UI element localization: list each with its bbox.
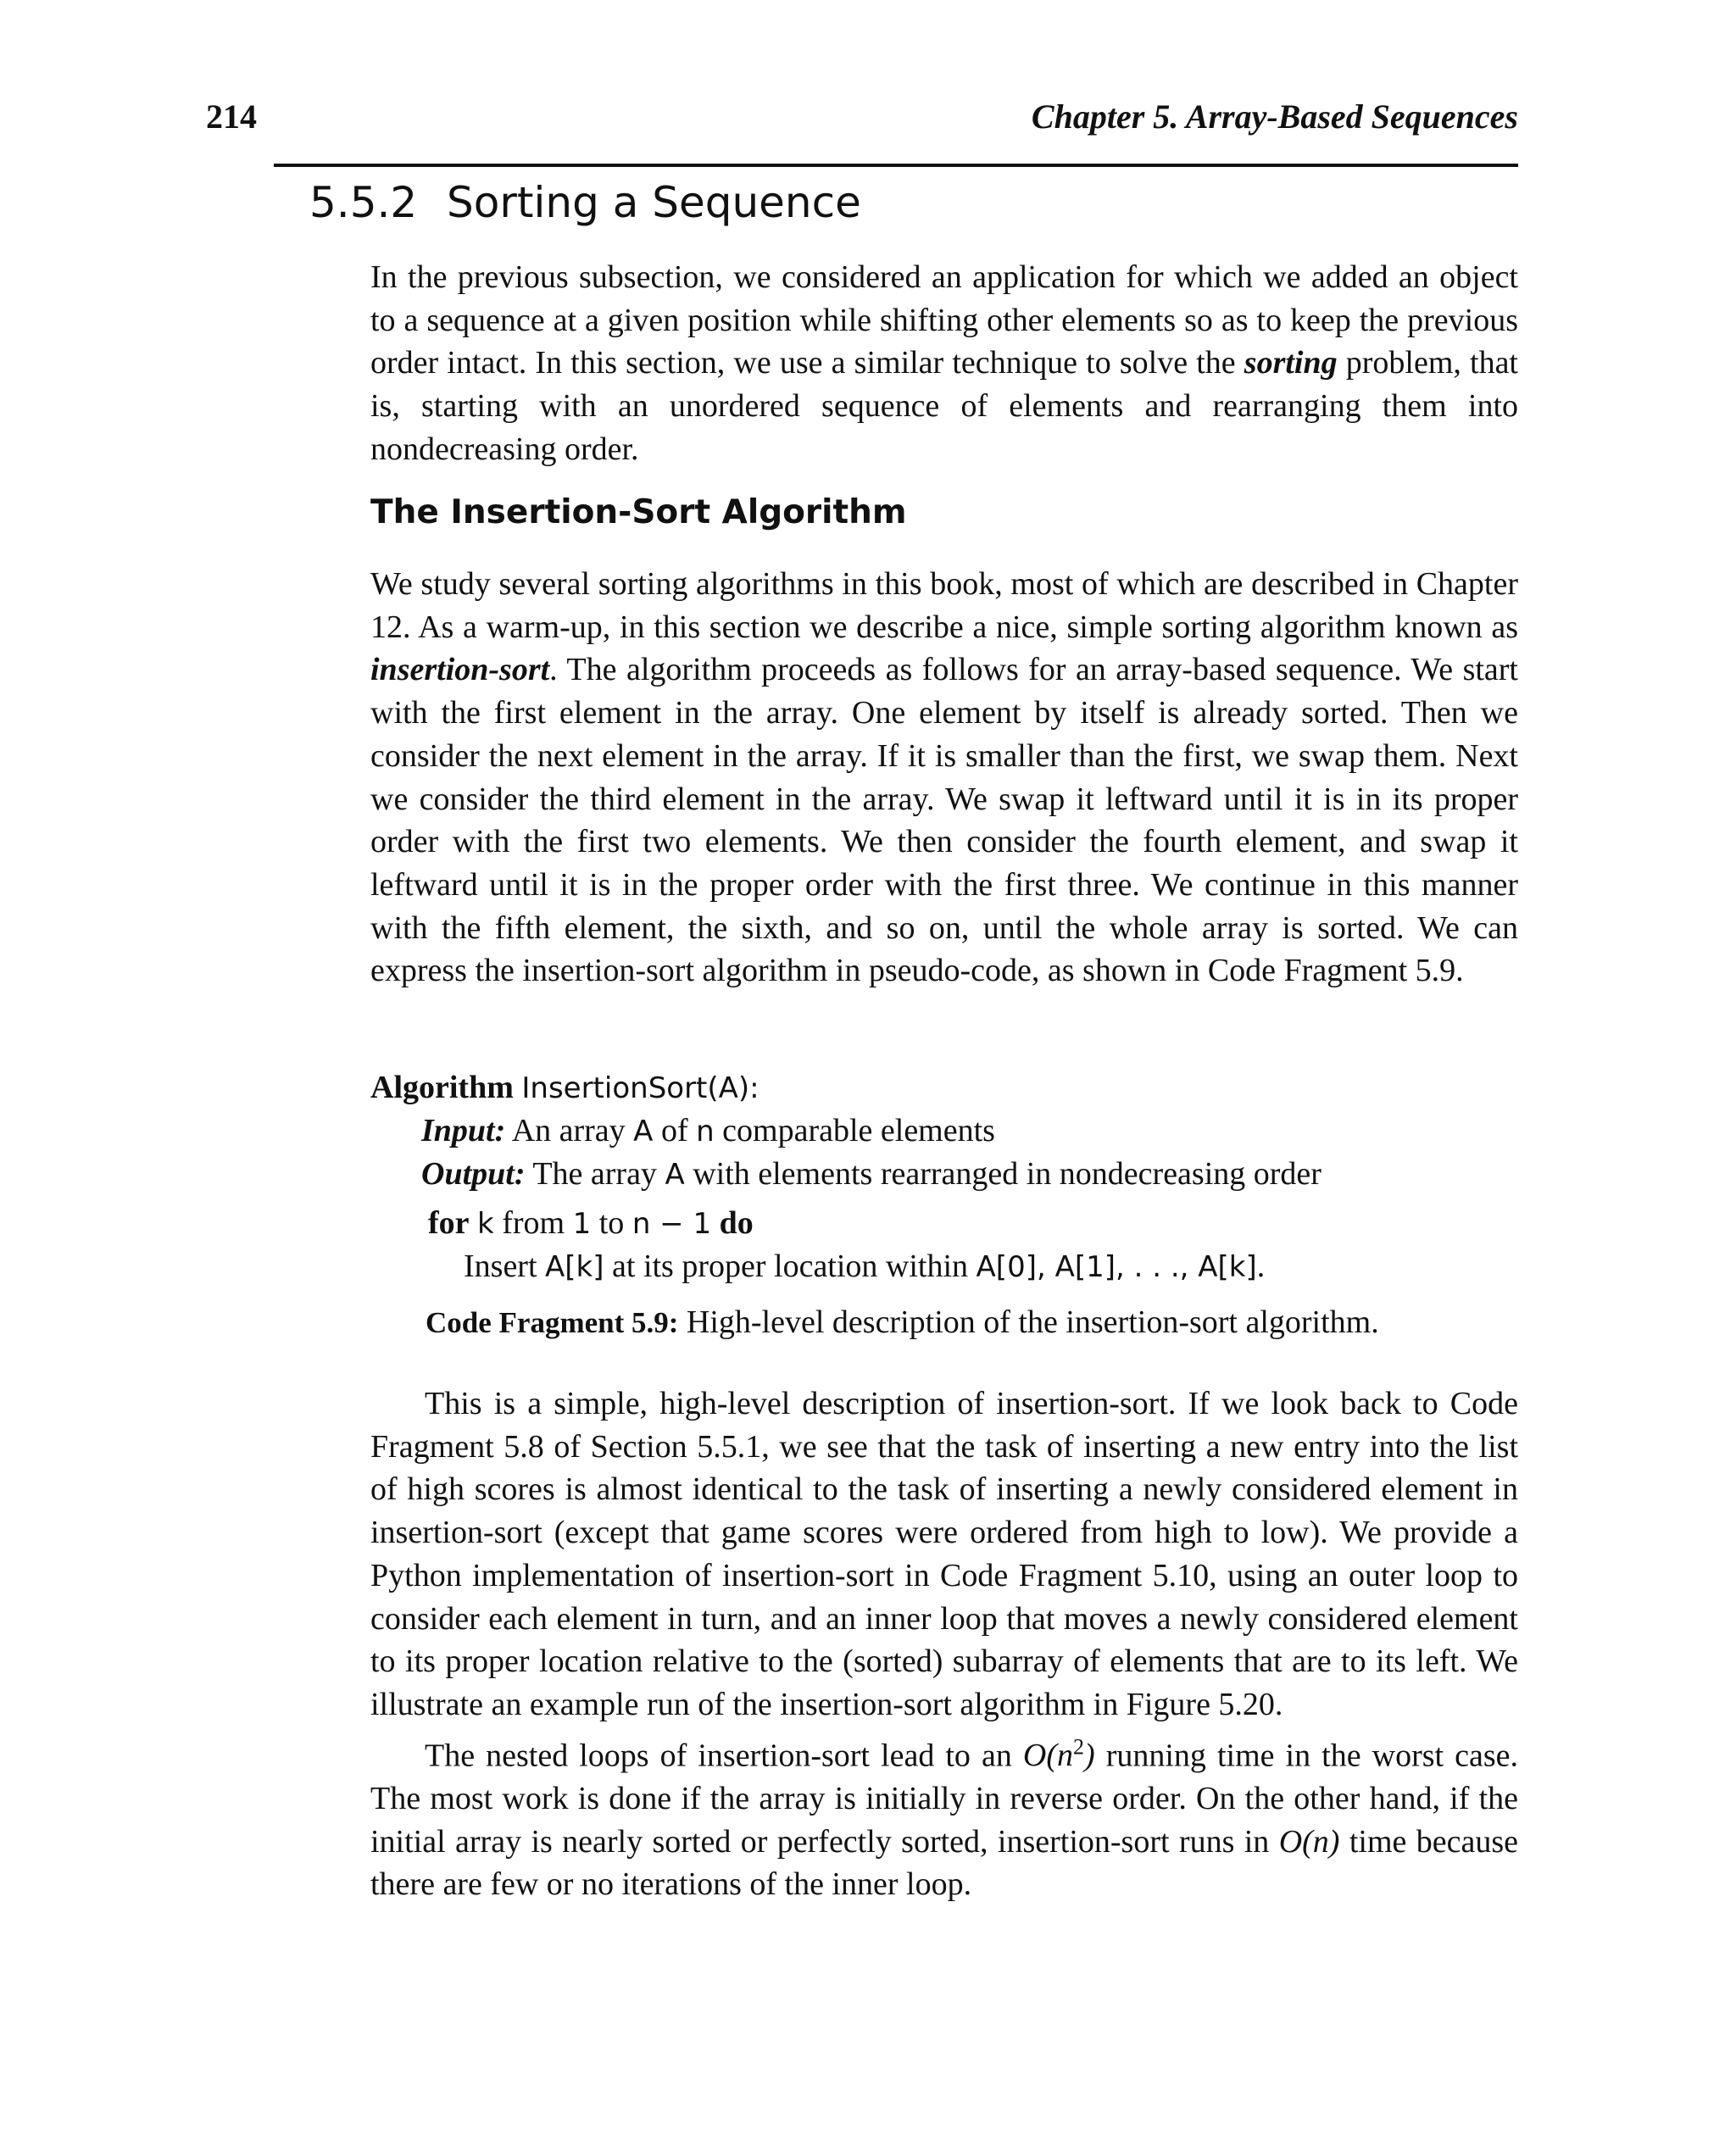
algorithm-input bbox=[421, 1112, 995, 1149]
input-label: Input: bbox=[421, 1113, 506, 1148]
output-text: The array bbox=[532, 1156, 665, 1192]
algorithm-intro-paragraph bbox=[370, 563, 1518, 993]
output-label: Output: bbox=[421, 1156, 526, 1192]
var-a-output: A bbox=[665, 1158, 685, 1192]
body-text-end: . bbox=[1256, 1248, 1266, 1284]
for-loop-line bbox=[428, 1204, 754, 1242]
subsection-heading: The Insertion-Sort Algorithm bbox=[370, 493, 907, 531]
section-title: Sorting a Sequence bbox=[447, 178, 861, 227]
do-keyword: do bbox=[719, 1205, 754, 1241]
p2-text-end: time because there are few or no iterations of the inner loop. bbox=[370, 1823, 1519, 1903]
var-a: A bbox=[633, 1115, 654, 1148]
code-fragment-caption bbox=[426, 1304, 1379, 1341]
section-number: 5.5.2 bbox=[309, 178, 418, 227]
page-number: 214 bbox=[206, 97, 257, 136]
algorithm-signature bbox=[370, 1069, 760, 1106]
body-paragraph-1: This is a simple, high-level description of insertion-sort. If we look back to Code Fragment 5.8 of Section 5.5.1, we see that the task of inserting a new entry into the list of high scores is almost identical to the task of inserting a newly considered element in insertion-sort (except that game scores were ordered from high to low). We provide a Python implementation of insertion-sort in Code Fragment 5.10, using an outer loop to consider each element in turn, and an inner loop that moves a newly considered element to its proper location relative to the (sorted) subarray of elements that are to its left. We illustrate an example run of the insertion-sort algorithm in Figure 5.20. bbox=[370, 1386, 1518, 1722]
algorithm-keyword: Algorithm bbox=[370, 1070, 514, 1105]
body-text-mid: at its proper location within bbox=[604, 1248, 976, 1284]
input-text-end: comparable elements bbox=[714, 1113, 995, 1148]
big-o-n-squared bbox=[1022, 1734, 1095, 1774]
var-a-k: A[k] bbox=[545, 1250, 604, 1284]
intro-paragraph bbox=[370, 256, 1518, 471]
big-o-n: O(n) bbox=[1278, 1823, 1340, 1860]
output-text-end: with elements rearranged in nondecreasing order bbox=[684, 1156, 1321, 1192]
body-text: Insert bbox=[464, 1248, 546, 1284]
var-n: n bbox=[696, 1115, 715, 1148]
from-word: from bbox=[502, 1205, 565, 1241]
to-word: to bbox=[598, 1205, 625, 1241]
math-exponent: 2 bbox=[1073, 1734, 1084, 1760]
var-a-range: A[0], A[1], . . ., A[k] bbox=[976, 1250, 1257, 1284]
body-paragraph-2 bbox=[370, 1727, 1518, 1906]
algorithm-output bbox=[421, 1155, 1321, 1193]
loop-end: n − 1 bbox=[632, 1207, 712, 1241]
header-rule bbox=[274, 164, 1518, 167]
math-close: ) bbox=[1084, 1738, 1095, 1774]
running-head: Chapter 5. Array-Based Sequences bbox=[1031, 97, 1518, 136]
body-paragraphs bbox=[370, 1382, 1518, 1906]
caption-label: Code Fragment 5.9: bbox=[426, 1306, 679, 1339]
page-header bbox=[206, 97, 1518, 139]
term-insertion-sort: insertion-sort bbox=[370, 652, 550, 688]
intro-text-cont: problem, that is, starting with an unordered sequence of elements and rearranging them into nondecreasing order. bbox=[370, 345, 1518, 467]
input-text: An array bbox=[511, 1113, 634, 1148]
for-keyword: for bbox=[428, 1205, 470, 1241]
algorithm-name: InsertionSort(A): bbox=[521, 1071, 760, 1105]
p2-text-mid: running time in the worst case. The most work is done if the array is initially in reverse order. On the other hand, if the initial array is nearly sorted or perfectly sorted, insertion-sort runs in bbox=[370, 1738, 1518, 1860]
algo-intro-text-cont: . The algorithm proceeds as follows for an array-based sequence. We start with the first element in the array. One element by itself is already sorted. Then we consider the next element in the array. If it is smaller than the first, we swap them. Next we consider the third element in the array. We swap it leftward until it is in its proper order with the first two elements. We then consider the fourth element, and swap it leftward until it is in the proper order with the first three. We continue in this manner with the fifth element, the sixth, and so on, until the whole array is sorted. We can express the insertion-sort algorithm in pseudo-code, as shown in Code Fragment 5.9. bbox=[370, 652, 1518, 989]
algo-intro-text: We study several sorting algorithms in this book, most of which are described in Chapter 12. As a warm-up, in this section we describe a nice, simple sorting algorithm known as bbox=[370, 566, 1518, 645]
math-base: O(n bbox=[1022, 1738, 1073, 1774]
p2-text: The nested loops of insertion-sort lead to an bbox=[425, 1738, 1023, 1774]
caption-text: High-level description of the insertion-sort algorithm. bbox=[678, 1304, 1379, 1340]
loop-start: 1 bbox=[572, 1207, 592, 1241]
input-text-of: of bbox=[653, 1113, 697, 1148]
loop-body-line bbox=[464, 1248, 1265, 1285]
section-heading bbox=[309, 178, 861, 227]
var-k: k bbox=[477, 1207, 494, 1241]
term-sorting: sorting bbox=[1244, 345, 1338, 381]
intro-text: In the previous subsection, we considered an application for which we added an object to a sequence at a given position while shifting other elements so as to keep the previous order intact. In this section, we use a similar technique to solve the bbox=[370, 259, 1518, 381]
